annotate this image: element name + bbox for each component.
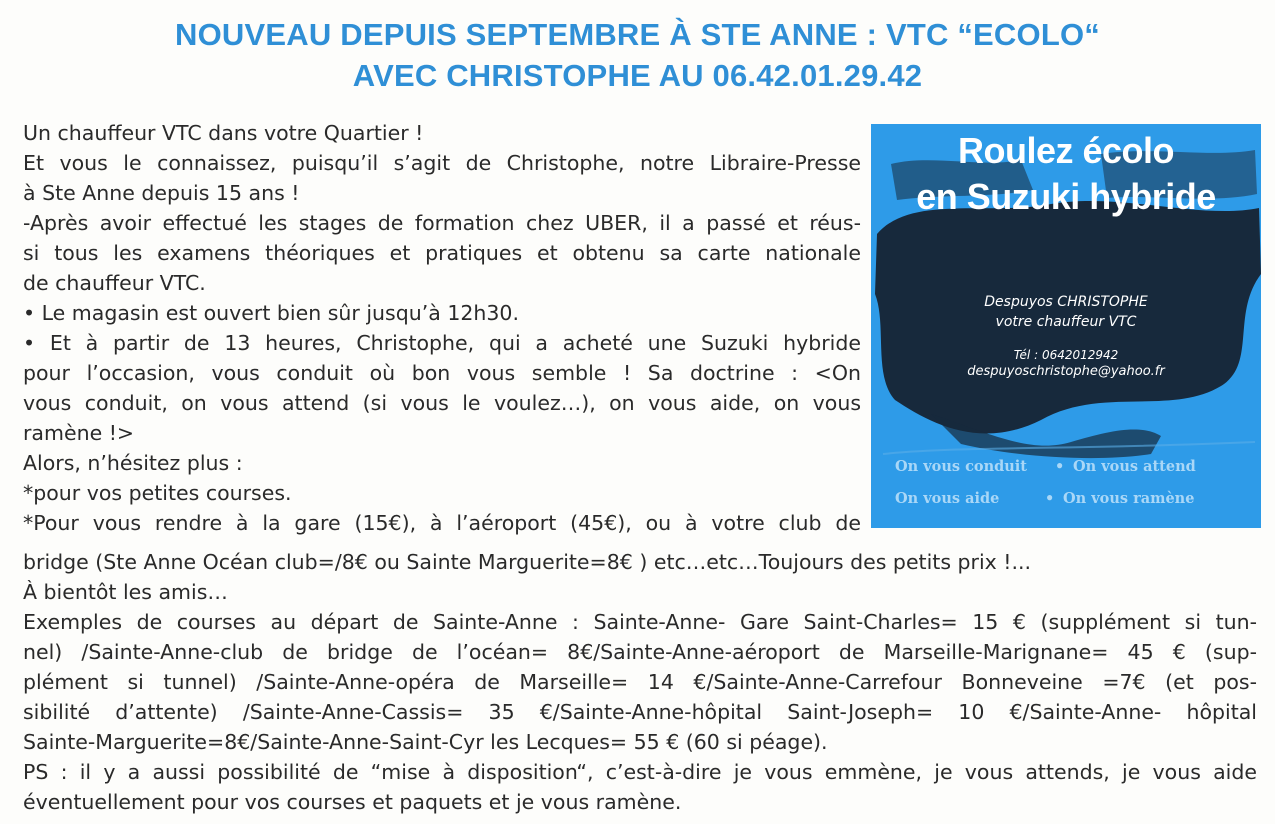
text-line: Et vous le connaissez, puisqu’il s’agit de Christophe, notre Libraire-Presse bbox=[23, 151, 861, 175]
text-line: Exemples de courses au départ de Sainte-Anne : Sainte-Anne- Gare Saint-Charles= 15 € (supplément si tun- bbox=[23, 610, 1257, 634]
text-line: si tous les examens théoriques et pratiques et obtenu sa carte nationale bbox=[23, 241, 861, 265]
vtc-advert-image bbox=[871, 124, 1261, 528]
ad-title-line-2: en Suzuki hybride bbox=[916, 176, 1216, 217]
text-line: sibilité d’attente) /Sainte-Anne-Cassis= 35 €/Sainte-Anne-hôpital Saint-Joseph= 10 €/Sainte-Anne- hôpital bbox=[23, 700, 1257, 724]
headline-line-2: AVEC CHRISTOPHE AU 06.42.01.29.42 bbox=[352, 58, 923, 93]
ad-title-line-1: Roulez écolo bbox=[957, 130, 1175, 171]
ad-slogan-return: On vous ramène bbox=[1063, 490, 1195, 507]
text-line: vous conduit, on vous attend (si vous le voulez…), on vous aide, on vous bbox=[23, 391, 861, 415]
text-line: éventuellement pour vos courses et paquets et je vous ramène. bbox=[23, 790, 682, 814]
headline bbox=[0, 14, 1275, 96]
text-line: pour l’occasion, vous conduit où bon vous semble ! Sa doctrine : <On bbox=[23, 361, 861, 385]
text-line: Sainte-Marguerite=8€/Sainte-Anne-Saint-Cyr les Lecques= 55 € (60 si péage). bbox=[23, 730, 828, 754]
ad-driver-name: Despuyos CHRISTOPHE bbox=[984, 294, 1148, 310]
text-line: À bientôt les amis… bbox=[23, 580, 228, 604]
text-line: nel) /Sainte-Anne-club de bridge de l’océan= 8€/Sainte-Anne-aéroport de Marseille-Marignane= 45 € (sup- bbox=[23, 640, 1257, 664]
text-line: • Le magasin est ouvert bien sûr jusqu’à 12h30. bbox=[23, 301, 519, 325]
ad-slogan-drive: On vous conduit bbox=[895, 458, 1028, 475]
article-body-top bbox=[23, 118, 861, 538]
ad-slogan-wait: On vous attend bbox=[1073, 458, 1196, 475]
text-line: bridge (Ste Anne Océan club=/8€ ou Sainte Marguerite=8€ ) etc…etc…Toujours des petits prix !... bbox=[23, 550, 1032, 574]
text-line: Un chauffeur VTC dans votre Quartier ! bbox=[23, 121, 424, 145]
ad-slogan-bullet: • bbox=[1045, 490, 1055, 507]
text-line: ramène !> bbox=[23, 421, 135, 445]
ad-email: despuyoschristophe@yahoo.fr bbox=[967, 364, 1165, 379]
article-body-bottom bbox=[23, 547, 1257, 817]
text-line: de chauffeur VTC. bbox=[23, 271, 206, 295]
ad-slogan-help: On vous aide bbox=[895, 490, 1000, 507]
text-line: plément si tunnel) /Sainte-Anne-opéra de Marseille= 14 €/Sainte-Anne-Carrefour Bonneveine =7€ (et pos- bbox=[23, 670, 1257, 694]
text-line: Alors, n’hésitez plus : bbox=[23, 451, 243, 475]
text-line: PS : il y a aussi possibilité de “mise à disposition“, c’est-à-dire je vous emmène, je vous attends, je vous aide bbox=[23, 760, 1257, 784]
text-line: *Pour vous rendre à la gare (15€), à l’aéroport (45€), ou à votre club de bbox=[23, 511, 861, 535]
text-line: -Après avoir effectué les stages de formation chez UBER, il a passé et réus- bbox=[23, 211, 861, 235]
ad-phone: Tél : 0642012942 bbox=[1013, 348, 1119, 362]
ad-driver-role: votre chauffeur VTC bbox=[995, 314, 1137, 330]
ad-slogan-bullet: • bbox=[1055, 458, 1065, 475]
text-line: *pour vos petites courses. bbox=[23, 481, 292, 505]
text-line: à Ste Anne depuis 15 ans ! bbox=[23, 181, 300, 205]
text-line: • Et à partir de 13 heures, Christophe, qui a acheté une Suzuki hybride bbox=[23, 331, 861, 355]
headline-line-1: NOUVEAU DEPUIS SEPTEMBRE À STE ANNE : VTC “ECOLO“ bbox=[175, 17, 1100, 52]
